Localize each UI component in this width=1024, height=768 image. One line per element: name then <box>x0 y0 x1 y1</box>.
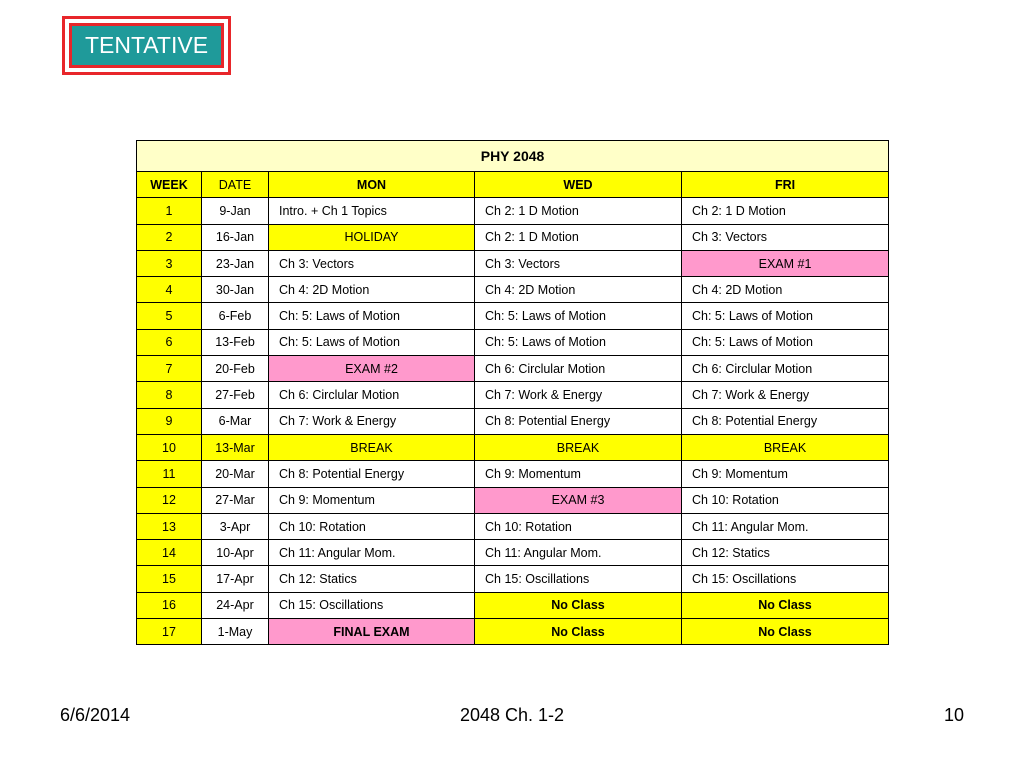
cell-mon: BREAK <box>269 434 475 460</box>
table-row <box>137 224 889 250</box>
cell-date: 1-May <box>202 619 269 645</box>
cell-fri: Ch: 5: Laws of Motion <box>682 303 889 329</box>
cell-mon: Ch 10: Rotation <box>269 513 475 539</box>
cell-week: 3 <box>137 250 202 276</box>
cell-wed: Ch 2: 1 D Motion <box>475 224 682 250</box>
schedule-table <box>136 140 889 645</box>
header-fri: FRI <box>682 172 889 198</box>
tentative-stamp <box>62 16 231 75</box>
cell-mon: Ch 6: Circlular Motion <box>269 382 475 408</box>
cell-fri: No Class <box>682 592 889 618</box>
cell-wed: Ch 6: Circlular Motion <box>475 356 682 382</box>
cell-week: 1 <box>137 198 202 224</box>
slide-number: 10 <box>943 705 964 725</box>
cell-fri: BREAK <box>682 434 889 460</box>
cell-wed: Ch 15: Oscillations <box>475 566 682 592</box>
cell-week: 14 <box>137 540 202 566</box>
table-row <box>137 277 889 303</box>
cell-week: 5 <box>137 303 202 329</box>
table-row <box>137 198 889 224</box>
cell-week: 11 <box>137 461 202 487</box>
cell-fri: No Class <box>682 619 889 645</box>
table-row <box>137 461 889 487</box>
cell-fri: Ch 11: Angular Mom. <box>682 513 889 539</box>
cell-date: 23-Jan <box>202 250 269 276</box>
cell-mon: FINAL EXAM <box>269 619 475 645</box>
cell-date: 24-Apr <box>202 592 269 618</box>
cell-week: 4 <box>137 277 202 303</box>
cell-fri: Ch 9: Momentum <box>682 461 889 487</box>
cell-mon: Ch 3: Vectors <box>269 250 475 276</box>
table-row <box>137 566 889 592</box>
cell-mon: Ch: 5: Laws of Motion <box>269 303 475 329</box>
table-row <box>137 356 889 382</box>
cell-wed: Ch 4: 2D Motion <box>475 277 682 303</box>
cell-week: 15 <box>137 566 202 592</box>
cell-date: 27-Feb <box>202 382 269 408</box>
table-row <box>137 513 889 539</box>
table-row <box>137 303 889 329</box>
cell-date: 13-Mar <box>202 434 269 460</box>
cell-mon: Ch 11: Angular Mom. <box>269 540 475 566</box>
cell-date: 20-Mar <box>202 461 269 487</box>
cell-mon: Ch 7: Work & Energy <box>269 408 475 434</box>
cell-fri: Ch 4: 2D Motion <box>682 277 889 303</box>
cell-date: 6-Mar <box>202 408 269 434</box>
cell-mon: HOLIDAY <box>269 224 475 250</box>
cell-week: 2 <box>137 224 202 250</box>
cell-date: 30-Jan <box>202 277 269 303</box>
cell-fri: Ch 15: Oscillations <box>682 566 889 592</box>
table-row <box>137 540 889 566</box>
table-header-row <box>137 172 889 198</box>
cell-mon: Ch 8: Potential Energy <box>269 461 475 487</box>
table-title: PHY 2048 <box>137 141 889 172</box>
cell-wed: Ch 2: 1 D Motion <box>475 198 682 224</box>
cell-date: 9-Jan <box>202 198 269 224</box>
cell-date: 16-Jan <box>202 224 269 250</box>
cell-fri: Ch 3: Vectors <box>682 224 889 250</box>
cell-week: 10 <box>137 434 202 460</box>
cell-mon: Ch: 5: Laws of Motion <box>269 329 475 355</box>
cell-date: 6-Feb <box>202 303 269 329</box>
table-row <box>137 487 889 513</box>
cell-week: 6 <box>137 329 202 355</box>
footer-date: 6/6/2014 <box>60 705 131 725</box>
table-row <box>137 382 889 408</box>
cell-date: 3-Apr <box>202 513 269 539</box>
cell-week: 9 <box>137 408 202 434</box>
cell-fri: Ch 8: Potential Energy <box>682 408 889 434</box>
cell-date: 17-Apr <box>202 566 269 592</box>
header-wed: WED <box>475 172 682 198</box>
table-row <box>137 434 889 460</box>
header-mon: MON <box>269 172 475 198</box>
cell-wed: Ch 8: Potential Energy <box>475 408 682 434</box>
cell-fri: Ch 10: Rotation <box>682 487 889 513</box>
cell-mon: Ch 15: Oscillations <box>269 592 475 618</box>
cell-week: 7 <box>137 356 202 382</box>
cell-date: 20-Feb <box>202 356 269 382</box>
cell-wed: Ch 10: Rotation <box>475 513 682 539</box>
cell-wed: No Class <box>475 592 682 618</box>
cell-date: 27-Mar <box>202 487 269 513</box>
table-row <box>137 408 889 434</box>
cell-wed: BREAK <box>475 434 682 460</box>
cell-fri: Ch 2: 1 D Motion <box>682 198 889 224</box>
table-row <box>137 250 889 276</box>
header-week: WEEK <box>137 172 202 198</box>
cell-fri: EXAM #1 <box>682 250 889 276</box>
cell-fri: Ch 12: Statics <box>682 540 889 566</box>
cell-date: 10-Apr <box>202 540 269 566</box>
cell-week: 12 <box>137 487 202 513</box>
cell-wed: Ch: 5: Laws of Motion <box>475 329 682 355</box>
cell-date: 13-Feb <box>202 329 269 355</box>
table-title-row <box>137 141 889 172</box>
tentative-stamp-inner <box>69 23 224 68</box>
cell-wed: Ch 3: Vectors <box>475 250 682 276</box>
cell-wed: No Class <box>475 619 682 645</box>
table-row <box>137 592 889 618</box>
cell-week: 17 <box>137 619 202 645</box>
table-row <box>137 329 889 355</box>
cell-fri: Ch: 5: Laws of Motion <box>682 329 889 355</box>
cell-wed: Ch 7: Work & Energy <box>475 382 682 408</box>
cell-mon: Ch 9: Momentum <box>269 487 475 513</box>
cell-week: 13 <box>137 513 202 539</box>
schedule-body <box>137 198 889 645</box>
cell-week: 8 <box>137 382 202 408</box>
cell-fri: Ch 7: Work & Energy <box>682 382 889 408</box>
cell-wed: Ch 11: Angular Mom. <box>475 540 682 566</box>
cell-wed: Ch 9: Momentum <box>475 461 682 487</box>
cell-mon: Intro. + Ch 1 Topics <box>269 198 475 224</box>
tentative-stamp-text: TENTATIVE <box>84 32 209 58</box>
cell-mon: EXAM #2 <box>269 356 475 382</box>
cell-wed: EXAM #3 <box>475 487 682 513</box>
cell-mon: Ch 4: 2D Motion <box>269 277 475 303</box>
table-row <box>137 619 889 645</box>
footer-title: 2048 Ch. 1-2 <box>459 705 565 725</box>
cell-wed: Ch: 5: Laws of Motion <box>475 303 682 329</box>
cell-fri: Ch 6: Circlular Motion <box>682 356 889 382</box>
cell-mon: Ch 12: Statics <box>269 566 475 592</box>
cell-week: 16 <box>137 592 202 618</box>
header-date: DATE <box>202 172 269 198</box>
